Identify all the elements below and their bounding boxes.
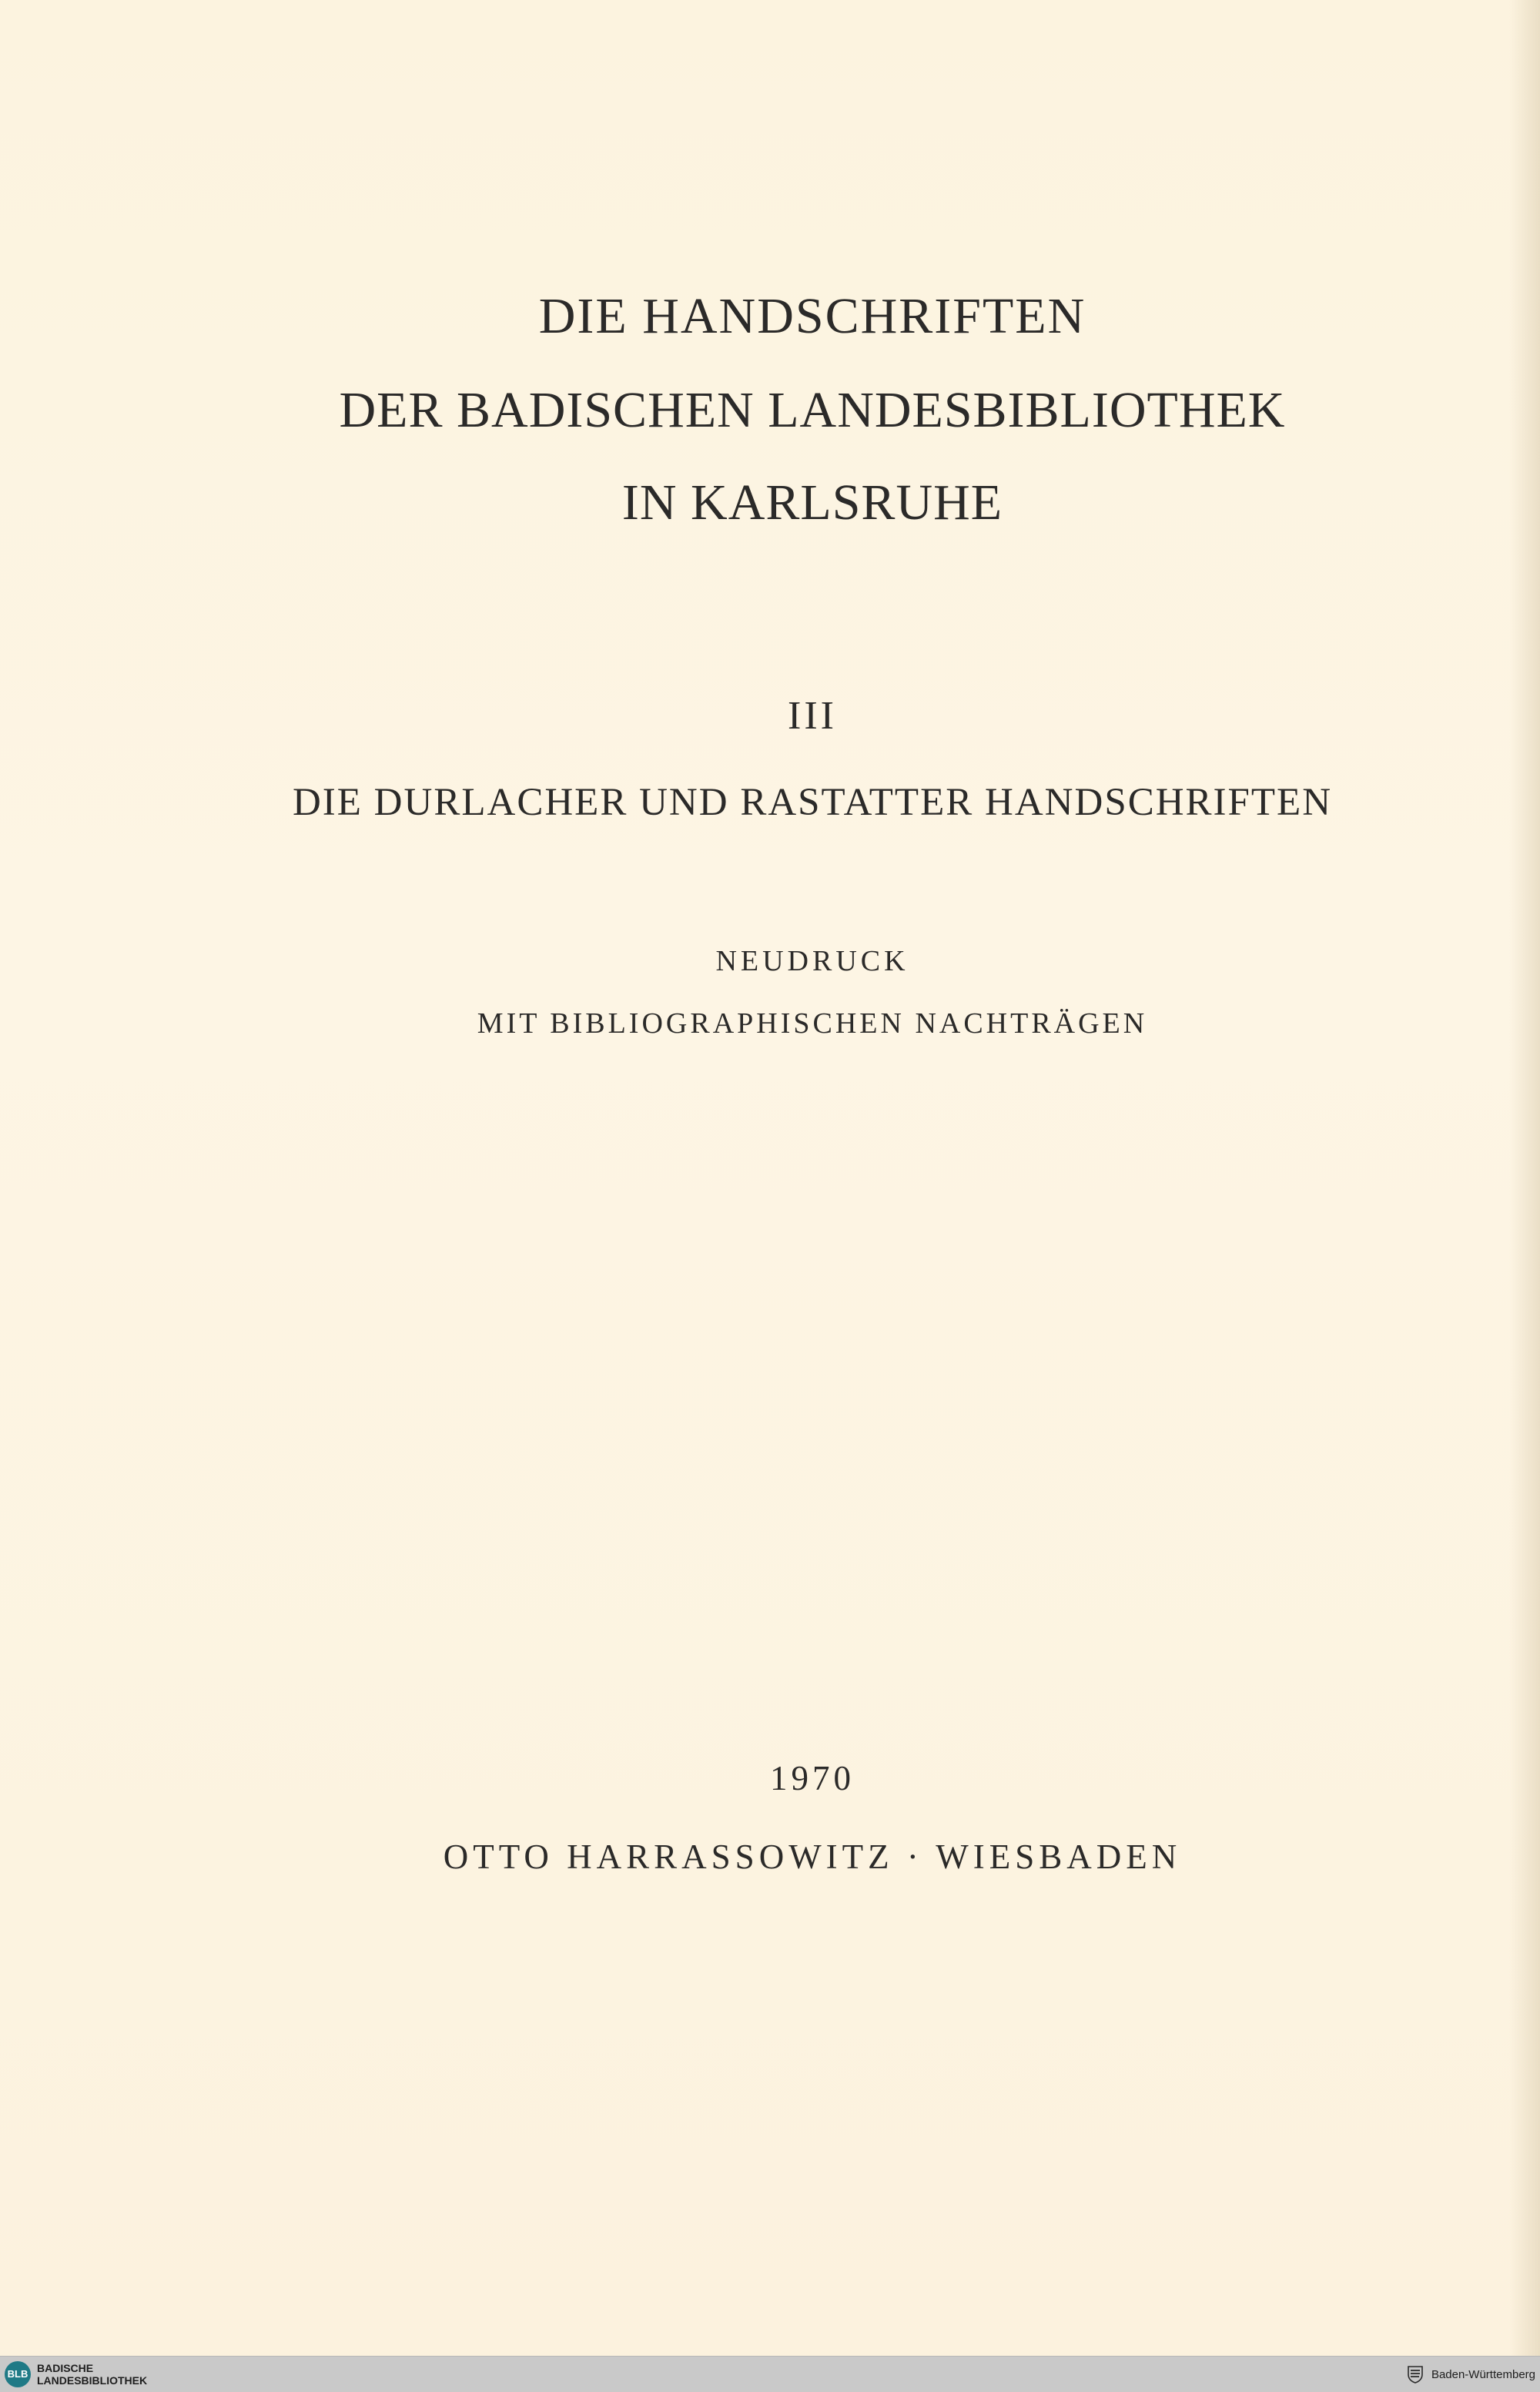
title-line-1: DIE HANDSCHRIFTEN	[538, 288, 1086, 344]
page-edge-shadow	[1509, 0, 1540, 2357]
blb-logo-icon: BLB	[5, 2361, 31, 2387]
blb-logo-text	[37, 2362, 147, 2387]
title-line-2: DER BADISCHEN LANDESBIBLIOTHEK	[339, 382, 1286, 438]
reprint-note-detail: MIT BIBLIOGRAPHISCHEN NACHTRÄGEN	[477, 1007, 1148, 1040]
publisher: OTTO HARRASSOWITZ · WIESBADEN	[443, 1838, 1182, 1876]
blb-logo-line-1: BADISCHE	[37, 2362, 94, 2374]
digitization-footer-bar	[0, 2356, 1540, 2392]
publication-year: 1970	[770, 1759, 855, 1797]
blb-logo-line-2: LANDESBIBLIOTHEK	[37, 2374, 148, 2387]
baden-wuerttemberg-coat-of-arms-icon	[1405, 2364, 1425, 2384]
baden-wuerttemberg-logo-text: Baden-Württemberg	[1431, 2367, 1535, 2381]
title-line-3: IN KARLSRUHE	[621, 474, 1003, 531]
reprint-note: NEUDRUCK	[715, 945, 909, 977]
baden-wuerttemberg-logo	[1405, 2364, 1535, 2384]
volume-subtitle: DIE DURLACHER UND RASTATTER HANDSCHRIFTEN	[292, 781, 1333, 824]
volume-number: III	[788, 694, 837, 738]
